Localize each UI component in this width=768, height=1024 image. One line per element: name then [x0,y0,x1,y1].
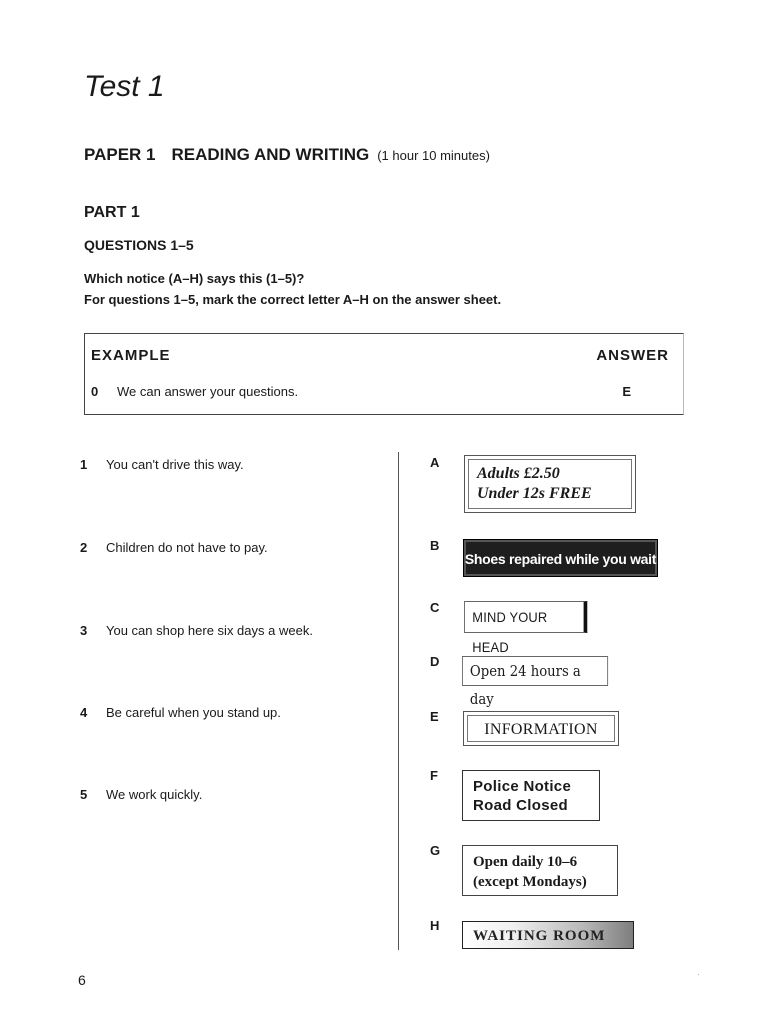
question-text: You can shop here six days a week. [106,623,313,638]
paper-heading [84,145,490,165]
question-4 [80,705,281,720]
paper-name: READING AND WRITING [171,145,370,164]
part-heading: PART 1 [84,204,140,221]
notice-d: Open 24 hours a day [462,656,608,686]
example-text: We can answer your questions. [117,384,299,399]
question-1 [80,457,244,472]
notice-e: INFORMATION [463,711,619,746]
example-answer: E [622,384,631,399]
notice-a [464,455,636,513]
example-box [84,333,684,415]
answer-heading: ANSWER [596,347,669,364]
question-text: Children do not have to pay. [106,540,268,555]
notice-a-line-1: Adults £2.50 [477,465,560,482]
notice-letter-e: E [430,709,439,724]
notice-h: WAITING ROOM [462,921,634,949]
question-text: We work quickly. [106,787,203,802]
question-number: 2 [80,540,88,555]
notice-letter-h: H [430,918,440,933]
notice-letter-d: D [430,654,440,669]
notice-b: Shoes repaired while you wait [463,539,658,577]
instruction-line-2: For questions 1–5, mark the correct letter A–H on the answer sheet. [84,292,502,307]
notice-letter-b: B [430,538,440,553]
instruction-line-1: Which notice (A–H) says this (1–5)? [84,271,305,286]
test-title: Test 1 [84,70,165,103]
notice-letter-g: G [430,843,441,858]
notice-g-line-1: Open daily 10–6 [473,854,578,870]
example-number: 0 [91,384,99,399]
question-number: 5 [80,787,88,802]
scan-mark: · [697,970,700,979]
notice-letter-f: F [430,768,438,783]
question-text: Be careful when you stand up. [106,705,281,720]
question-2 [80,540,268,555]
question-number: 1 [80,457,88,472]
question-number: 3 [80,623,88,638]
paper-label: PAPER 1 [84,145,156,164]
question-5 [80,787,202,802]
questions-range: QUESTIONS 1–5 [84,237,194,253]
notice-a-line-2: Under 12s FREE [477,485,592,502]
notice-c: MIND YOUR HEAD [464,601,587,633]
question-text: You can't drive this way. [106,457,244,472]
column-divider [398,452,399,950]
question-3 [80,623,313,638]
notice-letter-c: C [430,600,440,615]
notice-f-line-2: Road Closed [473,797,568,814]
notice-letter-a: A [430,455,440,470]
notice-f-line-1: Police Notice [473,778,572,795]
page-number: 6 [78,972,86,988]
question-number: 4 [80,705,88,720]
notice-g-line-2: (except Mondays) [473,874,587,890]
example-heading: EXAMPLE [91,347,171,364]
notice-f [462,770,600,821]
paper-duration: (1 hour 10 minutes) [377,148,490,163]
notice-g [462,845,618,896]
